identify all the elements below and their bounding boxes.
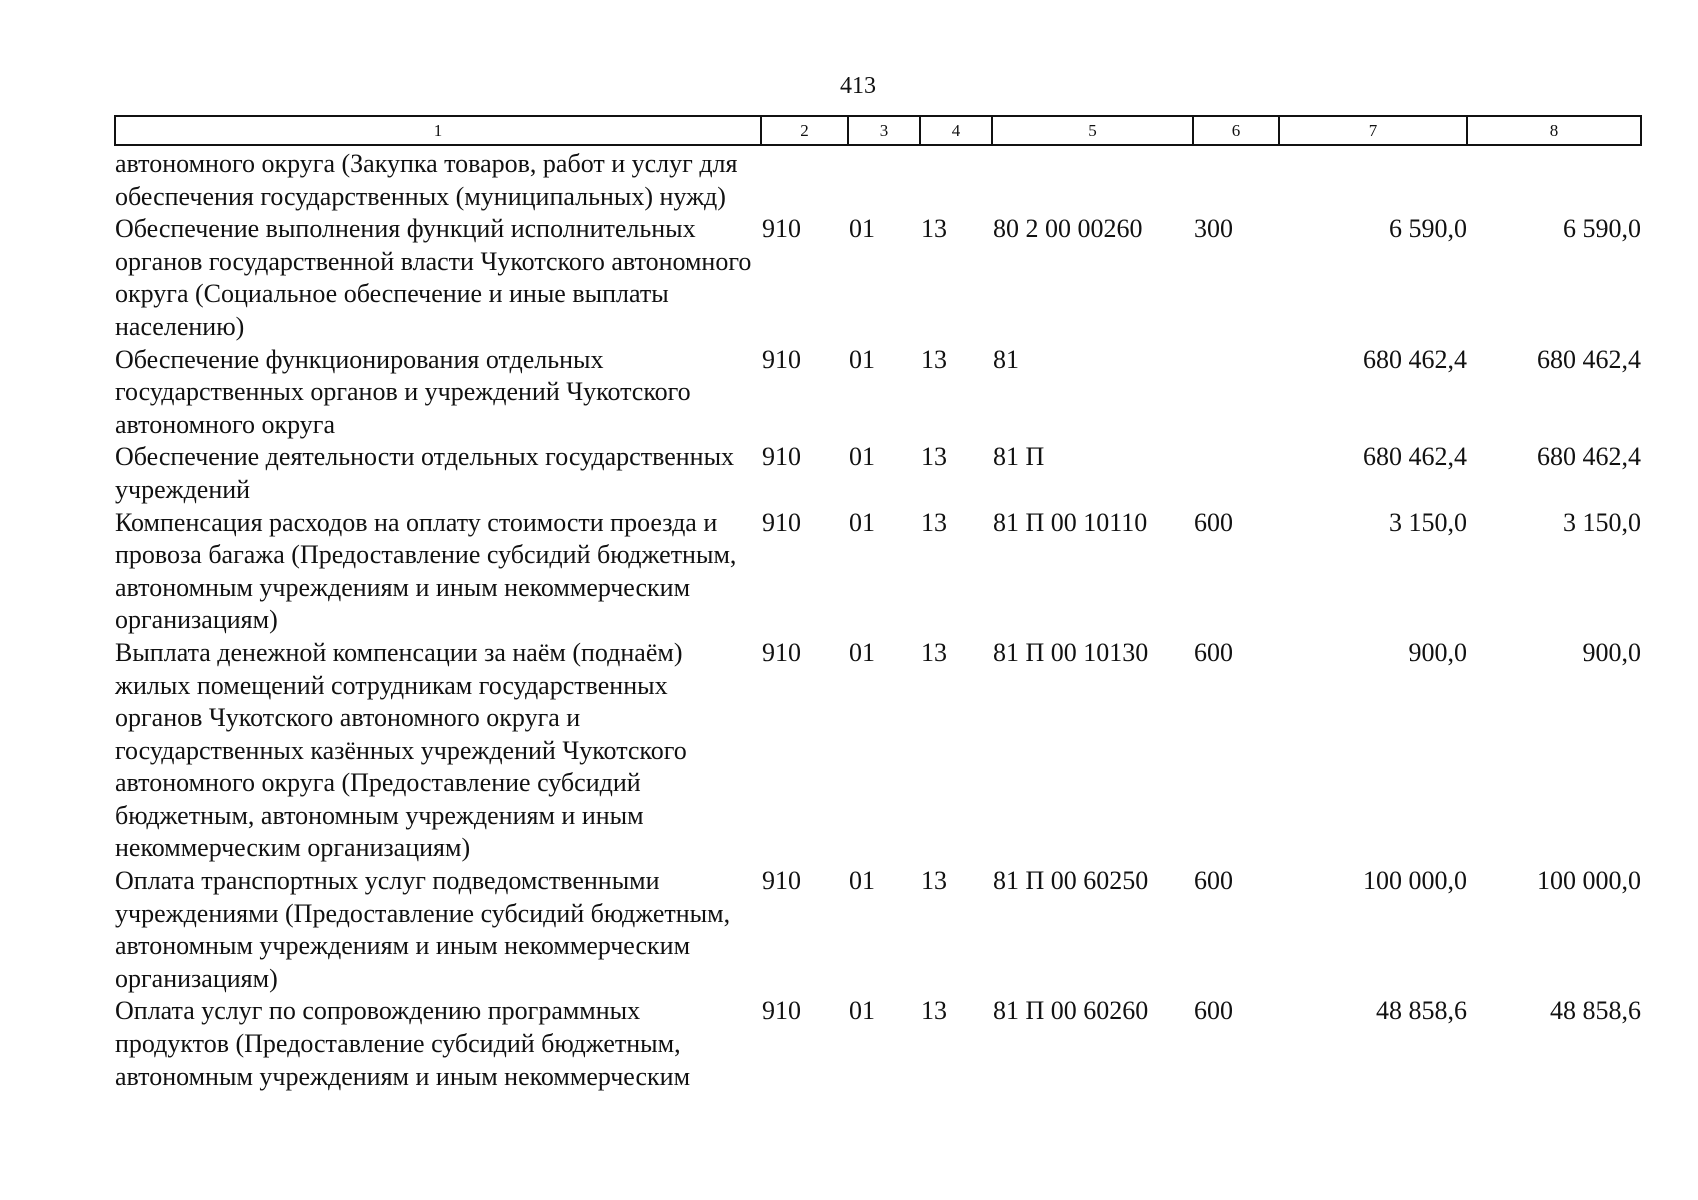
target-article-code: 81 П 00 10110 [993, 507, 1148, 537]
budget-table [114, 115, 1642, 1093]
header-cell-1: 1 [115, 116, 761, 145]
expense-type-code: 600 [1194, 866, 1233, 896]
subsection-code: 13 [921, 996, 947, 1026]
target-article-code [992, 145, 1193, 213]
table-row [115, 865, 1641, 995]
table-row [115, 344, 1641, 442]
amount-col-7: 680 462,4 [1363, 344, 1467, 374]
amount-col-8: 900,0 [1582, 637, 1641, 667]
subsection-code: 13 [921, 866, 947, 896]
section-code: 01 [849, 866, 875, 896]
expense-name: Обеспечение деятельности отдельных государственных учреждений [115, 442, 735, 504]
ministry-code: 910 [762, 507, 801, 537]
expense-type-code [1193, 344, 1279, 442]
subsection-code: 13 [921, 214, 947, 244]
ministry-code: 910 [762, 344, 801, 374]
expense-name: Обеспечение выполнения функций исполнительных органов государственной власти Чукотского автономного округа (Социальное обеспечение и иные выплаты населению) [115, 214, 752, 341]
expense-name: автономного округа (Закупка товаров, работ и услуг для обеспечения государственных (муниципальных) нужд) [115, 149, 738, 211]
expense-name: Оплата транспортных услуг подведомственными учреждениями (Предоставление субсидий бюджетным, автономным учреждениям и иным некоммерческим организациям) [115, 866, 731, 993]
ministry-code: 910 [762, 442, 801, 472]
target-article-code: 81 П [993, 442, 1045, 472]
section-code [848, 145, 920, 213]
header-cell-8: 8 [1467, 116, 1641, 145]
amount-col-8 [1467, 145, 1641, 213]
expense-type-code: 600 [1194, 637, 1233, 667]
expense-type-code: 600 [1194, 507, 1233, 537]
page-number: 413 [840, 73, 876, 99]
header-cell-3: 3 [848, 116, 920, 145]
subsection-code: 13 [921, 442, 947, 472]
subsection-code: 13 [921, 637, 947, 667]
table-row [115, 507, 1641, 637]
target-article-code: 80 2 00 00260 [993, 214, 1143, 244]
header-cell-7: 7 [1279, 116, 1467, 145]
subsection-code [920, 145, 992, 213]
ministry-code: 910 [762, 214, 801, 244]
header-cell-2: 2 [761, 116, 848, 145]
table-row [115, 637, 1641, 865]
amount-col-8: 6 590,0 [1563, 214, 1641, 244]
target-article-code: 81 [993, 344, 1019, 374]
amount-col-8: 3 150,0 [1563, 507, 1641, 537]
amount-col-7: 48 858,6 [1376, 996, 1467, 1026]
expense-type-code: 600 [1194, 996, 1233, 1026]
amount-col-7: 100 000,0 [1363, 866, 1467, 896]
amount-col-7: 900,0 [1408, 637, 1467, 667]
target-article-code: 81 П 00 10130 [993, 637, 1149, 667]
amount-col-8: 680 462,4 [1537, 344, 1641, 374]
amount-col-7: 680 462,4 [1363, 442, 1467, 472]
ministry-code: 910 [762, 996, 801, 1026]
expense-type-code [1193, 441, 1279, 506]
table-row [115, 213, 1641, 343]
header-cell-6: 6 [1193, 116, 1279, 145]
section-code: 01 [849, 637, 875, 667]
table-row [115, 441, 1641, 506]
amount-col-8: 48 858,6 [1550, 996, 1641, 1026]
amount-col-8: 100 000,0 [1537, 866, 1641, 896]
column-number-header [115, 116, 1641, 145]
expense-name: Выплата денежной компенсации за наём (поднаём) жилых помещений сотрудникам государственных органов Чукотского автономного округа и государственных казённых учреждений Чукотского автономного округа (Предоставление субсидий бюджетным, автономным учреждениям и иным некоммерческим организациям) [115, 637, 687, 863]
ministry-code [761, 145, 848, 213]
table-row [115, 145, 1641, 213]
ministry-code: 910 [762, 637, 801, 667]
subsection-code: 13 [921, 344, 947, 374]
section-code: 01 [849, 507, 875, 537]
target-article-code: 81 П 00 60250 [993, 866, 1149, 896]
table-row [115, 995, 1641, 1093]
section-code: 01 [849, 996, 875, 1026]
section-code: 01 [849, 214, 875, 244]
expense-name: Обеспечение функционирования отдельных государственных органов и учреждений Чукотского автономного округа [115, 344, 691, 439]
expense-type-code: 300 [1194, 214, 1233, 244]
section-code: 01 [849, 344, 875, 374]
header-cell-4: 4 [920, 116, 992, 145]
amount-col-8: 680 462,4 [1537, 442, 1641, 472]
subsection-code: 13 [921, 507, 947, 537]
expense-type-code [1193, 145, 1279, 213]
expense-name: Компенсация расходов на оплату стоимости проезда и провоза багажа (Предоставление субсидий бюджетным, автономным учреждениям и иным некоммерческим организациям) [115, 507, 737, 635]
header-cell-5: 5 [992, 116, 1193, 145]
amount-col-7: 3 150,0 [1389, 507, 1467, 537]
ministry-code: 910 [762, 866, 801, 896]
expense-name: Оплата услуг по сопровождению программных продуктов (Предоставление субсидий бюджетным, автономным учреждениям и иным некоммерческим [115, 996, 691, 1091]
section-code: 01 [849, 442, 875, 472]
amount-col-7: 6 590,0 [1389, 214, 1467, 244]
target-article-code: 81 П 00 60260 [993, 996, 1149, 1026]
amount-col-7 [1279, 145, 1467, 213]
